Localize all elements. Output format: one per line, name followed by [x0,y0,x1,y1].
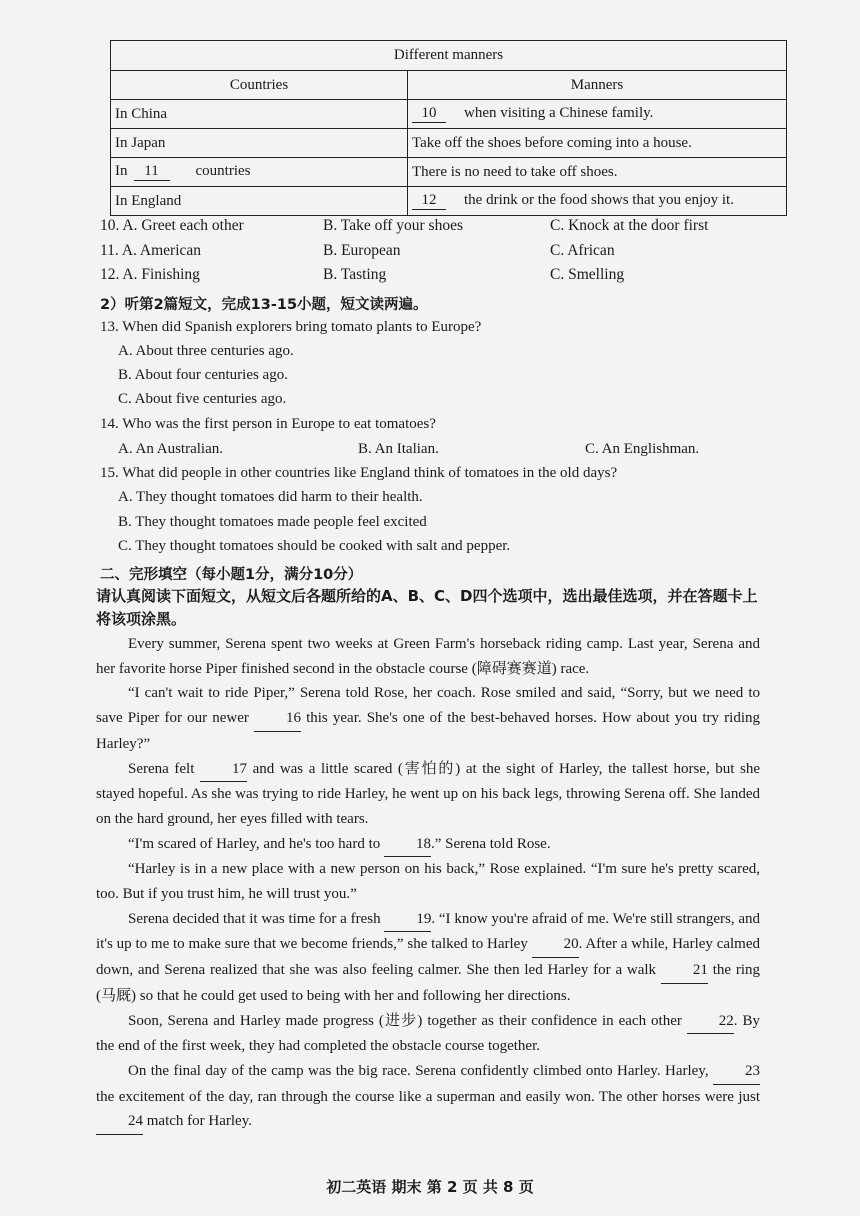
blank-17: 17 [200,757,247,783]
table-cell-country: In England [111,187,408,216]
passage-text: Soon, Serena and Harley made progress (进步) together as their confidence in each other [128,1012,682,1029]
table-row [111,187,787,216]
passage-text: match for Harley. [146,1113,252,1130]
passage-text: “I can't wait to ride Piper,” Serena told Rose, her coach. Rose smiled and said, “Sorry, but we need to save Piper for our newer [96,685,760,727]
cloze-passage [96,632,760,1135]
q14-option-c: C. An Englishman. [585,441,700,457]
table-header-countries: Countries [111,71,408,100]
option-b: B. Take off your shoes [323,217,463,234]
q13-option-b: B. About four centuries ago. [118,367,288,383]
option-a [100,217,244,235]
option-c: C. African [550,242,615,259]
page-footer: 初二英语 期末 第 2 页 共 8 页 [326,1178,534,1196]
table-title: Different manners [111,41,787,71]
blank-22: 22 [687,1009,734,1035]
table-cell-manner [408,187,787,216]
blank-12: 12 [412,192,446,210]
passage-paragraph: “Harley is in a new place with a new person on his back,” Rose explained. “I'm sure he's pretty scared, too. But if you trust him, he will trust you.” [96,861,760,903]
passage-text: . By the end of the first week, they had completed the obstacle course together. [96,1012,760,1055]
blank-16: 16 [254,706,301,732]
option-c: C. Smelling [550,266,625,283]
part-2-title: 二、完形填空（每小题1分，满分10分） [100,567,363,583]
blank-19: 19 [384,907,431,933]
passage-paragraph [96,757,760,832]
option-b: B. Tasting [323,266,387,283]
q14-option-b: B. An Italian. [358,441,439,457]
passage-paragraph [96,1059,760,1135]
passage-text: . After a while, Harley calmed down, and Serena realized that she was also feeling calmer. She then led Harley for a walk [96,936,761,979]
option-c: C. Knock at the door first [550,217,709,234]
table-cell-manner: Take off the shoes before coming into a house. [408,129,787,158]
question-number: 10. [100,217,120,234]
q13-option-c: C. About five centuries ago. [118,391,287,407]
passage-text: Serena felt [128,760,195,777]
question-number: 12. [100,266,120,283]
option-a [100,242,201,260]
option-a-text: A. Finishing [122,266,200,283]
passage-text: Serena decided that it was time for a fresh [128,910,381,927]
table-row [111,129,787,158]
country-suffix: countries [195,163,251,179]
table-cell-country: In Japan [111,129,408,158]
blank-23: 23 [713,1059,760,1085]
question-15: 15. What did people in other countries like England think of tomatoes in the old days? [100,465,618,481]
passage-text: this year. She's one of the best-behaved horses. How about you try riding Harley?” [96,710,760,752]
part-2-instruction: 请认真阅读下面短文，从短文后各题所给的A、B、C、D四个选项中，选出最佳选项，并在答题卡上将该项涂黑。 [96,587,758,628]
blank-20: 20 [532,932,579,958]
passage-paragraph [96,681,760,756]
q13-option-a: A. About three centuries ago. [118,343,294,359]
table-row [111,158,787,187]
table-header-manners: Manners [408,71,787,100]
table-cell-country [111,158,408,187]
passage-paragraph [96,1009,760,1059]
passage-paragraph: Every summer, Serena spent two weeks at Green Farm's horseback riding camp. Last year, Serena and her favorite horse Piper finished second in the obstacle course (障碍赛赛道) race. [96,636,760,677]
passage-text: the ring (马厩) so that he could get used to being with her and following her directions. [96,962,760,1004]
q15-option-a: A. They thought tomatoes did harm to their health. [118,489,423,505]
question-13: 13. When did Spanish explorers bring tomato plants to Europe? [100,319,482,335]
blank-11: 11 [134,163,170,181]
passage-text: and was a little scared (害怕的) at the sight of Harley, the tallest horse, but she stayed hopeful. As she was trying to ride Harley, he went up on his back legs, throwing Serena off. She landed on the hard ground, her eyes filled with tears. [96,760,761,827]
manner-text: when visiting a Chinese family. [464,105,654,121]
question-14: 14. Who was the first person in Europe to eat tomatoes? [100,416,436,432]
country-prefix: In [115,163,128,179]
q15-option-c: C. They thought tomatoes should be cooked with salt and pepper. [118,538,511,554]
passage-text: “I'm scared of Harley, and he's too hard to [128,835,381,852]
question-number: 11. [100,242,119,259]
passage-text: the excitement of the day, ran through the course like a superman and easily won. The other horses were just [96,1088,760,1105]
option-a-text: A. American [121,242,202,259]
option-a-text: A. Greet each other [122,217,244,234]
q15-option-b: B. They thought tomatoes made people feel excited [118,514,427,530]
passage-text: On the final day of the camp was the big race. Serena confidently climbed onto Harley. Harley, [128,1062,709,1079]
section-2-title: 2）听第2篇短文，完成13-15小题，短文读两遍。 [100,297,428,313]
table-row [111,100,787,129]
table-cell-country: In China [111,100,408,129]
passage-text: . “I know you're afraid of me. We're still strangers, and it's up to me to make sure that we become friends,” she talked to Harley [96,910,761,953]
table-cell-manner: There is no need to take off shoes. [408,158,787,187]
passage-text: .” Serena told Rose. [431,835,551,852]
option-b: B. European [323,242,401,259]
blank-10: 10 [412,105,446,123]
q14-option-a: A. An Australian. [118,441,223,457]
manners-table [110,40,787,216]
option-a [100,266,200,284]
passage-paragraph [96,907,760,1009]
table-cell-manner [408,100,787,129]
manner-text: the drink or the food shows that you enjoy it. [464,192,734,208]
blank-18: 18 [384,832,431,858]
passage-paragraph [96,832,760,858]
blank-21: 21 [661,958,708,984]
blank-24: 24 [96,1109,143,1135]
